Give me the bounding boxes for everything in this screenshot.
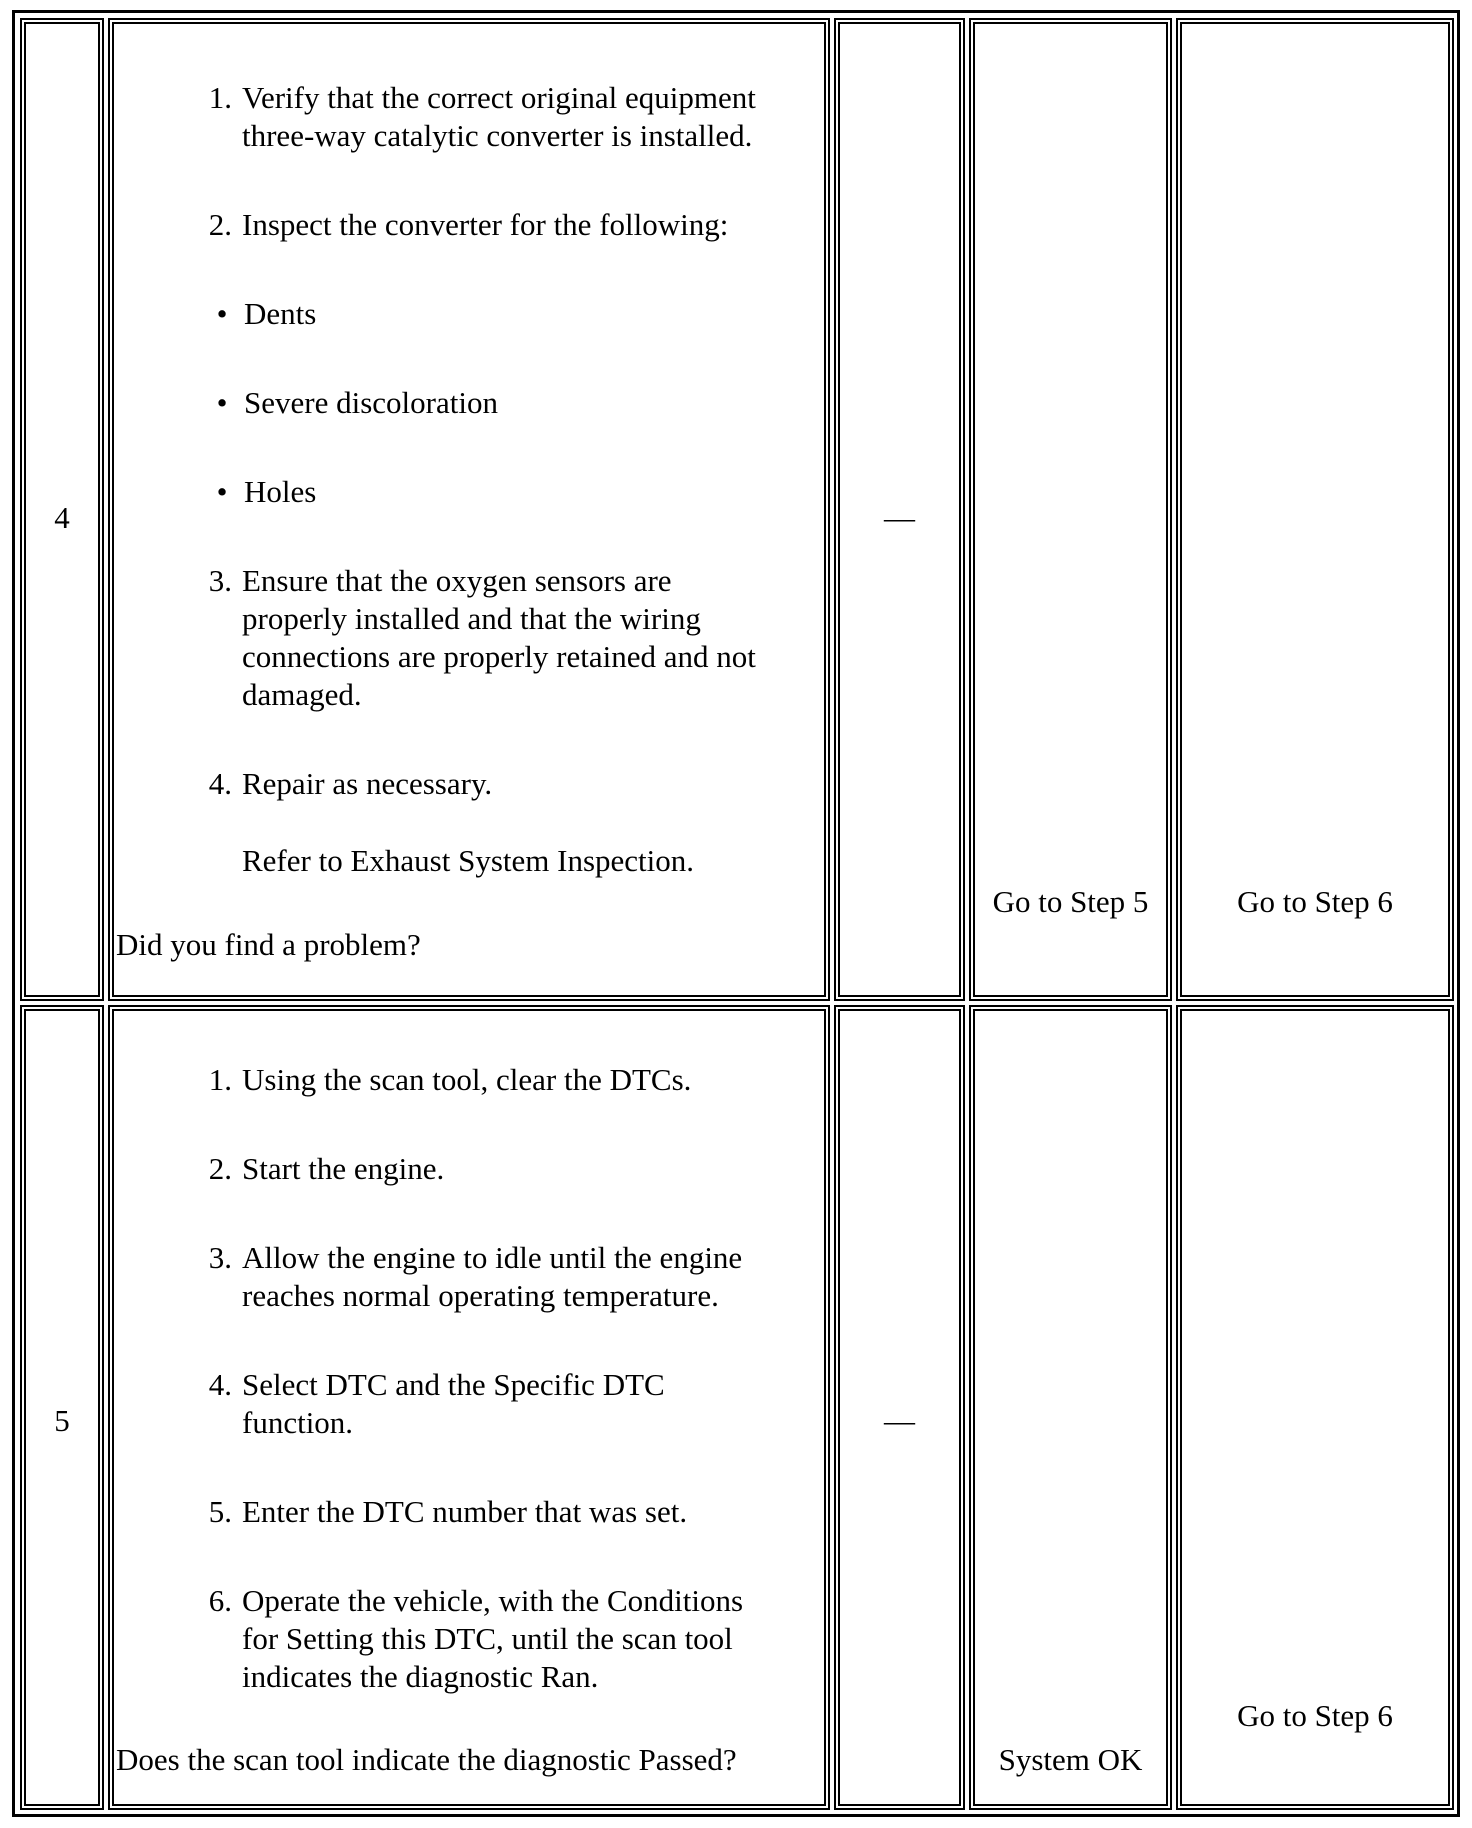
no-action-4: Go to Step 6	[1237, 884, 1393, 919]
item-text: connections are properly retained and not	[242, 639, 756, 674]
list-item-4-4	[194, 765, 492, 803]
list-item-5-6	[194, 1582, 743, 1696]
list-item-4-2	[194, 206, 728, 244]
action-cell-5	[108, 1005, 830, 1810]
item-text: indicates the diagnostic Ran.	[242, 1659, 599, 1694]
item-marker: 2.	[208, 1151, 232, 1186]
item-text: properly installed and that the wiring	[242, 601, 701, 636]
yes-cell-5	[969, 1005, 1172, 1810]
item-text: function.	[242, 1405, 354, 1440]
action-cell-4	[108, 18, 830, 1001]
item-text: Using the scan tool, clear the DTCs.	[242, 1062, 692, 1097]
item-marker: 1.	[208, 80, 232, 115]
bullet-icon: •	[216, 474, 228, 509]
item-text: reaches normal operating temperature.	[242, 1278, 719, 1313]
item-marker: 1.	[208, 1062, 232, 1097]
list-item-5-5	[194, 1493, 687, 1531]
item-text: Allow the engine to idle until the engine	[242, 1240, 743, 1275]
item-text: three-way catalytic converter is installed.	[242, 118, 753, 153]
question-text-5: Does the scan tool indicate the diagnostic Passed?	[116, 1742, 737, 1777]
item-text: Start the engine.	[242, 1151, 445, 1186]
step-number-cell-5	[20, 1005, 104, 1810]
value-cell-5	[834, 1005, 965, 1810]
item-marker: 4.	[208, 766, 232, 801]
list-item-5-1	[194, 1061, 691, 1099]
step-number-cell-4	[20, 18, 104, 1001]
bullet-item-holes	[210, 473, 316, 511]
item-marker: 3.	[208, 1240, 232, 1275]
value-dash-5: —	[884, 1403, 915, 1438]
value-dash-4: —	[884, 500, 915, 535]
no-cell-5	[1176, 1005, 1454, 1810]
item-text: Severe discoloration	[244, 385, 498, 420]
item-text: Enter the DTC number that was set.	[242, 1494, 688, 1529]
step-number-4: 4	[54, 500, 70, 535]
yes-cell-4	[969, 18, 1172, 1001]
item-text: Repair as necessary.	[242, 766, 493, 801]
list-item-4-3	[194, 562, 756, 714]
yes-action-4: Go to Step 5	[992, 884, 1149, 919]
no-cell-4	[1176, 18, 1454, 1001]
no-action-5: Go to Step 6	[1237, 1698, 1393, 1733]
item-marker: 5.	[208, 1494, 232, 1529]
bullet-item-discoloration	[210, 384, 498, 422]
item-text: Inspect the converter for the following:	[242, 207, 729, 242]
reference-note: Refer to Exhaust System Inspection.	[242, 843, 694, 878]
item-marker: 3.	[208, 563, 232, 598]
item-marker: 6.	[208, 1583, 232, 1618]
item-text: Holes	[244, 474, 317, 509]
bullet-item-dents	[210, 295, 316, 333]
bullet-icon: •	[216, 296, 228, 331]
item-text: Dents	[244, 296, 317, 331]
yes-action-5: System OK	[998, 1742, 1143, 1777]
item-text: damaged.	[242, 677, 362, 712]
item-text: Ensure that the oxygen sensors are	[242, 563, 672, 598]
question-text-4: Did you find a problem?	[116, 927, 421, 962]
bullet-icon: •	[216, 385, 228, 420]
list-item-4-1	[194, 79, 756, 155]
list-item-5-2	[194, 1150, 444, 1188]
item-text: Operate the vehicle, with the Conditions	[242, 1583, 744, 1618]
item-marker: 4.	[208, 1367, 232, 1402]
list-item-5-4	[194, 1366, 665, 1442]
item-text: for Setting this DTC, until the scan tool	[242, 1621, 733, 1656]
item-text: Select DTC and the Specific DTC	[242, 1367, 665, 1402]
value-cell-4	[834, 18, 965, 1001]
diagnostic-table	[12, 10, 1460, 1817]
item-marker: 2.	[208, 207, 232, 242]
list-item-5-3	[194, 1239, 742, 1315]
item-text: Verify that the correct original equipment	[242, 80, 756, 115]
step-number-5: 5	[54, 1403, 70, 1438]
